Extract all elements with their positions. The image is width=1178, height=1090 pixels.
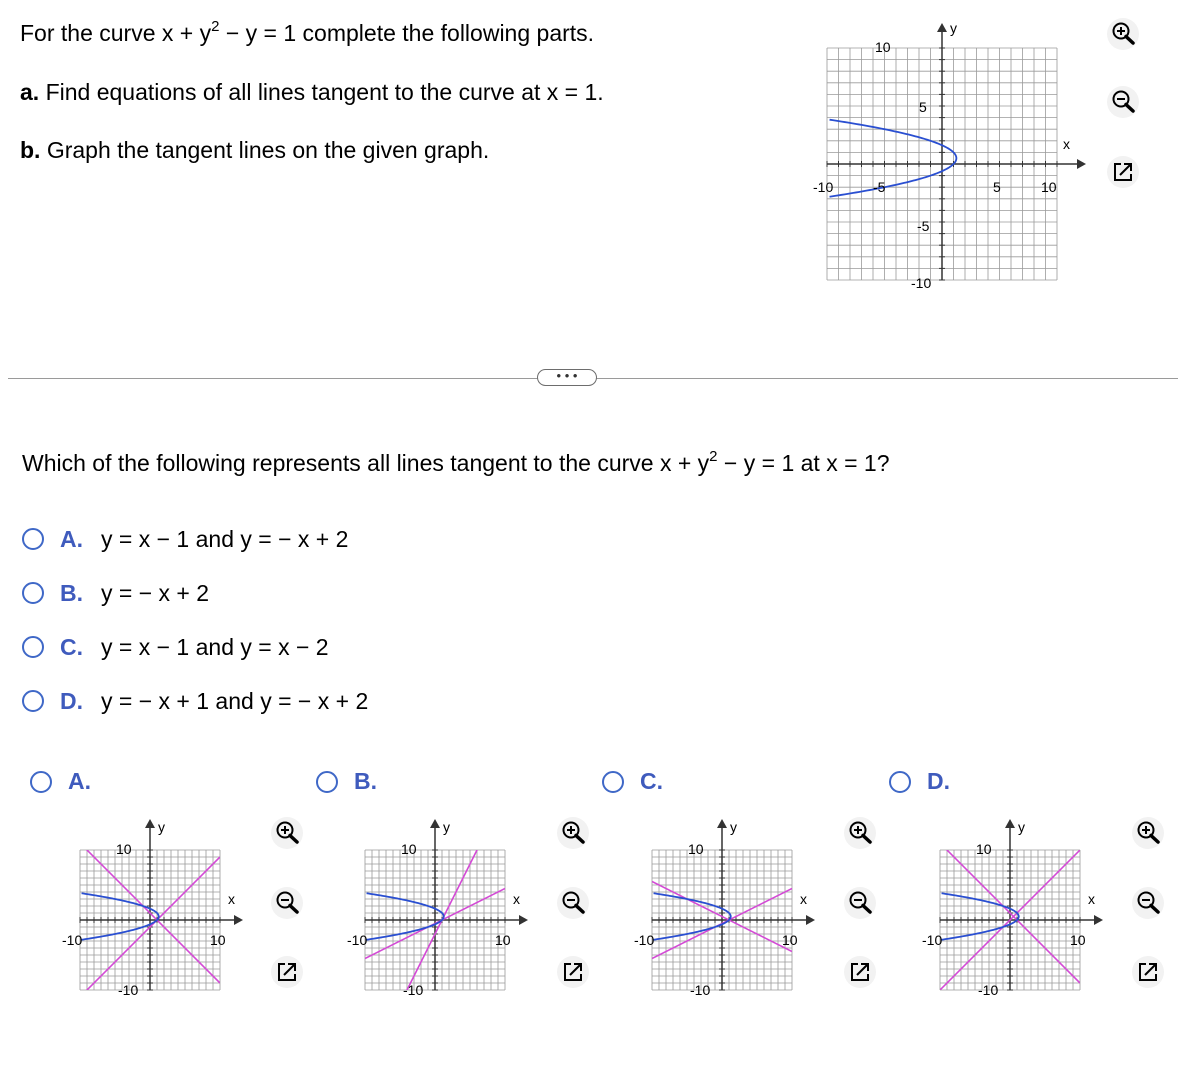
x-axis-arrow — [1077, 159, 1086, 169]
x-label-5: 5 — [993, 179, 1001, 195]
choice-a-letter: A. — [60, 525, 83, 552]
radio-c[interactable] — [22, 636, 44, 658]
graph-radio-d[interactable] — [889, 771, 911, 793]
y-axis-label: y — [158, 819, 165, 835]
main-graph[interactable] — [805, 10, 1095, 300]
expand-icon[interactable] — [843, 955, 877, 989]
x-label-10: 10 — [1041, 179, 1057, 195]
x-label-10: 10 — [210, 932, 226, 948]
zoom-out-icon[interactable] — [556, 886, 590, 920]
expand-icon[interactable] — [270, 955, 304, 989]
question-text-end: − y = 1 at x = 1? — [717, 450, 890, 476]
graph-radio-a[interactable] — [30, 771, 52, 793]
y-axis-label: y — [730, 819, 737, 835]
y-axis-label: y — [443, 819, 450, 835]
question-text-start: Which of the following represents all lines tangent to the curve x + y — [22, 450, 710, 476]
y-label-5: 5 — [919, 99, 927, 115]
y-axis-arrow — [430, 819, 440, 828]
x-label-neg10: -10 — [813, 179, 834, 195]
x-axis-arrow — [806, 915, 815, 925]
graph-b[interactable] — [345, 812, 535, 998]
part-b — [20, 137, 489, 164]
x-axis-label: x — [1088, 891, 1095, 907]
y-label-10: 10 — [401, 841, 417, 857]
x-label-10: 10 — [495, 932, 511, 948]
choice-b-text: y = − x + 2 — [101, 579, 210, 606]
graph-option-b[interactable] — [316, 768, 395, 795]
graph-option-a-letter: A. — [68, 768, 91, 794]
y-label-neg10: -10 — [690, 982, 711, 998]
zoom-in-icon[interactable] — [270, 816, 304, 850]
y-label-10: 10 — [976, 841, 992, 857]
y-label-10: 10 — [116, 841, 132, 857]
y-axis-label: y — [950, 20, 957, 36]
choice-d[interactable] — [22, 686, 368, 716]
choice-b[interactable] — [22, 578, 209, 608]
y-axis-label: y — [1018, 819, 1025, 835]
zoom-out-icon[interactable] — [843, 886, 877, 920]
part-a — [20, 79, 604, 106]
zoom-in-icon[interactable] — [556, 816, 590, 850]
x-axis-arrow — [519, 915, 528, 925]
expand-icon[interactable] — [556, 955, 590, 989]
y-label-neg10: -10 — [978, 982, 999, 998]
y-axis-arrow — [717, 819, 727, 828]
choice-a[interactable] — [22, 524, 348, 554]
intro-exponent: 2 — [211, 18, 220, 35]
graph-c[interactable] — [632, 812, 822, 998]
curve-path — [942, 893, 1019, 940]
intro-text: For the curve x + y — [20, 20, 212, 46]
x-label-10: 10 — [782, 932, 798, 948]
graph-option-c[interactable] — [602, 768, 681, 795]
choice-c-text: y = x − 1 and y = x − 2 — [101, 633, 329, 660]
zoom-out-icon[interactable] — [1131, 886, 1165, 920]
x-label-neg5: -5 — [873, 179, 886, 195]
graph-option-c-letter: C. — [640, 768, 663, 794]
part-b-label: b. — [20, 137, 41, 163]
graph-a[interactable] — [60, 812, 250, 998]
main-graph-curve — [830, 120, 957, 197]
graph-radio-b[interactable] — [316, 771, 338, 793]
expand-icon[interactable] — [1106, 155, 1140, 189]
part-b-text: Graph the tangent lines on the given graph. — [40, 137, 490, 163]
x-label-neg10: -10 — [62, 932, 83, 948]
graph-option-d-letter: D. — [927, 768, 950, 794]
x-axis-label: x — [800, 891, 807, 907]
graph-d[interactable] — [920, 812, 1110, 998]
more-button[interactable]: • • • — [537, 369, 597, 386]
part-a-label: a. — [20, 79, 40, 105]
graph-radio-c[interactable] — [602, 771, 624, 793]
y-label-10: 10 — [875, 39, 891, 55]
part-a-text: Find equations of all lines tangent to the curve at x = 1. — [39, 79, 604, 105]
x-axis-label: x — [513, 891, 520, 907]
curve-path — [830, 120, 957, 197]
problem-intro — [20, 20, 594, 47]
question-text — [22, 450, 890, 477]
choice-d-letter: D. — [60, 687, 83, 714]
question-exponent: 2 — [709, 448, 718, 465]
y-axis-arrow — [937, 23, 947, 32]
x-label-neg10: -10 — [922, 932, 943, 948]
zoom-out-icon[interactable] — [270, 886, 304, 920]
choice-b-letter: B. — [60, 579, 83, 606]
curve-path — [82, 893, 159, 940]
choice-c[interactable] — [22, 632, 329, 662]
y-label-neg10: -10 — [911, 275, 932, 291]
zoom-in-icon[interactable] — [843, 816, 877, 850]
x-label-10: 10 — [1070, 932, 1086, 948]
y-axis-arrow — [1005, 819, 1015, 828]
x-axis-arrow — [1094, 915, 1103, 925]
y-axis-arrow — [145, 819, 155, 828]
y-label-neg10: -10 — [403, 982, 424, 998]
graph-option-a[interactable] — [30, 768, 109, 795]
zoom-in-icon[interactable] — [1106, 17, 1140, 51]
choice-d-text: y = − x + 1 and y = − x + 2 — [101, 687, 369, 714]
radio-d[interactable] — [22, 690, 44, 712]
expand-icon[interactable] — [1131, 955, 1165, 989]
x-label-neg10: -10 — [347, 932, 368, 948]
zoom-out-icon[interactable] — [1106, 85, 1140, 119]
graph-option-b-letter: B. — [354, 768, 377, 794]
y-label-neg5: -5 — [917, 218, 930, 234]
x-label-neg10: -10 — [634, 932, 655, 948]
choice-c-letter: C. — [60, 633, 83, 660]
main-graph-grid — [827, 23, 1086, 280]
curve-path — [654, 893, 731, 940]
x-axis-label: x — [1063, 136, 1070, 152]
curve-path — [367, 893, 444, 940]
x-axis-arrow — [234, 915, 243, 925]
y-label-10: 10 — [688, 841, 704, 857]
radio-b[interactable] — [22, 582, 44, 604]
intro-text-end: − y = 1 complete the following parts. — [219, 20, 595, 46]
x-axis-label: x — [228, 891, 235, 907]
graph-option-d[interactable] — [889, 768, 968, 795]
choice-a-text: y = x − 1 and y = − x + 2 — [101, 525, 349, 552]
y-label-neg10: -10 — [118, 982, 139, 998]
zoom-in-icon[interactable] — [1131, 816, 1165, 850]
radio-a[interactable] — [22, 528, 44, 550]
